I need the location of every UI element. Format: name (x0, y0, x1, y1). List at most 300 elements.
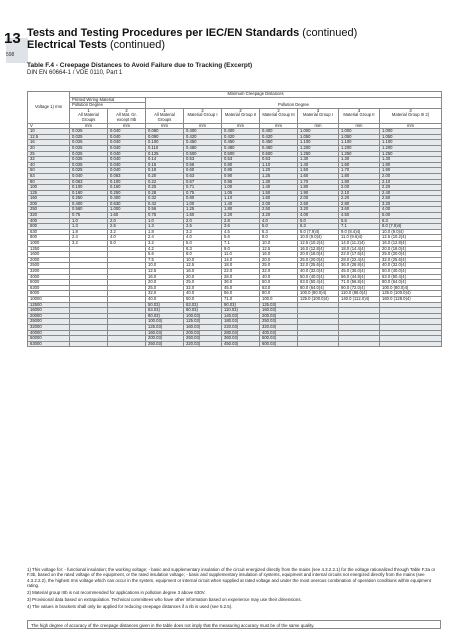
creepage-cell: 80.03) (184, 308, 222, 314)
voltage-cell: 1600 (28, 252, 70, 258)
creepage-cell: 2.20 (222, 213, 260, 219)
creepage-cell: 1.050 (339, 134, 380, 140)
creepage-cell: 1.0 (146, 218, 184, 224)
creepage-cell: 10.0 (184, 257, 222, 263)
creepage-cell: 4.2 (146, 246, 184, 252)
creepage-cell: 25.0 (146, 285, 184, 291)
creepage-cell: 1.100 (339, 140, 380, 146)
creepage-cell: 1.80 (298, 185, 339, 191)
voltage-cell: 320 (28, 213, 70, 219)
creepage-cell: 1.60 (184, 213, 222, 219)
creepage-cell: 1.90 (380, 168, 442, 174)
voltage-cell: 12500 (28, 302, 70, 308)
creepage-cell: 0.040 (108, 134, 146, 140)
column-pollution-number: 3 (409, 107, 412, 113)
creepage-cell: 3.2 (108, 229, 146, 235)
creepage-cell: 250.03) (184, 336, 222, 342)
creepage-cell: 4.50 (339, 213, 380, 219)
creepage-cell: 2.20 (380, 185, 442, 191)
creepage-cell: 2.5 (108, 224, 146, 230)
voltage-cell: 40000 (28, 330, 70, 336)
creepage-cell: 7.1 (222, 241, 260, 247)
creepage-cell: 0.080 (146, 129, 184, 135)
creepage-cell: 40.0 (184, 291, 222, 297)
creepage-cell: 40.0 (260, 274, 298, 280)
creepage-cell: 125.0 (100.0)4) (380, 291, 442, 297)
creepage-cell: 0.110 (146, 145, 184, 151)
unit-mm: mm (184, 123, 222, 129)
unit-mm: mm (339, 123, 380, 129)
creepage-cell: 20.0 (184, 274, 222, 280)
pollution-degree-header-1: Pollution Degree (70, 103, 146, 109)
creepage-cell: 0.040 (108, 129, 146, 135)
creepage-cell: 0.450 (222, 140, 260, 146)
creepage-cell: 160.03) (260, 308, 298, 314)
creepage-cell: 2.40 (380, 190, 442, 196)
creepage-cell: 0.040 (108, 168, 146, 174)
column-subheader-9 (380, 108, 442, 123)
creepage-cell: 0.063 (70, 179, 108, 185)
creepage-cell: 3.2 (146, 241, 184, 247)
creepage-cell: 1.70 (298, 179, 339, 185)
creepage-cell: 3.2 (70, 241, 108, 247)
creepage-cell: 100.03) (146, 319, 184, 325)
creepage-cell (298, 341, 339, 347)
table-title: Table F.4 - Creepage Distances to Avoid Failure due to Tracking (Excerpt) (27, 62, 253, 69)
creepage-cell: 8.0 (7.9)4) (298, 229, 339, 235)
creepage-cell: 0.400 (70, 201, 108, 207)
creepage-cell: 28.0 (22.4)4) (339, 257, 380, 263)
creepage-cell: 40.0 (146, 296, 184, 302)
creepage-cell: 0.32 (146, 196, 184, 202)
creepage-cell: 20.0 (16.0)4) (298, 252, 339, 258)
creepage-cell: 22.0 (17.6)4) (339, 252, 380, 258)
creepage-cell: 0.16 (146, 162, 184, 168)
creepage-cell: 32.0 (260, 269, 298, 275)
creepage-cell: 12.5 (184, 263, 222, 269)
creepage-cell: 1.00 (184, 201, 222, 207)
voltage-cell: 2000 (28, 257, 70, 263)
creepage-cell: 1.80 (222, 207, 260, 213)
column-subheader-5 (222, 108, 260, 123)
creepage-cell: 63.0 (260, 285, 298, 291)
creepage-cell: 1.25 (260, 173, 298, 179)
column-pollution-number: 2 (239, 107, 242, 113)
creepage-cell: 12.5 (146, 269, 184, 275)
creepage-cell: 50.0 (40.0)4) (380, 269, 442, 275)
column-material-group: Material Group III (262, 112, 295, 118)
creepage-cell: 2.0 (108, 218, 146, 224)
creepage-cell: 45.0 (222, 285, 260, 291)
creepage-cell: 6.3 (298, 224, 339, 230)
accuracy-note: The high degree of accuracy of the creepage distances given in the table does not imply that the measuring accuracy must be of the same quality. (27, 620, 441, 629)
creepage-cell: 10.0 (9.0)4) (298, 235, 339, 241)
voltage-cell: 6300 (28, 285, 70, 291)
creepage-cell: 2.10 (339, 190, 380, 196)
creepage-cell (108, 341, 146, 347)
creepage-cell: 2.8 (222, 218, 260, 224)
creepage-cell: 160.03) (184, 324, 222, 330)
column-subheader-2 (108, 108, 146, 123)
column-pollution-number: 2 (125, 107, 128, 113)
page-title (27, 27, 357, 51)
creepage-cell: 0.025 (70, 168, 108, 174)
column-material-group: All Mat. Gr. except IIIb (116, 112, 137, 122)
creepage-cell: 0.040 (70, 173, 108, 179)
creepage-cell: 100.0 (260, 296, 298, 302)
creepage-cell: 0.100 (70, 185, 108, 191)
voltage-cell: 630 (28, 229, 70, 235)
creepage-cell: 0.53 (184, 157, 222, 163)
creepage-cell: 14.0 (222, 257, 260, 263)
voltage-cell: 8000 (28, 291, 70, 297)
creepage-cell: 7.5 (146, 257, 184, 263)
creepage-cell: 0.160 (108, 185, 146, 191)
creepage-cell: 32.0 (25.6)4) (380, 257, 442, 263)
creepage-cell: 3.6 (222, 224, 260, 230)
footnote-4: 4) The values in brackets shall only be applied for reducing creepage distances if a rib is used (see 5.2.5). (27, 604, 233, 610)
creepage-cell: 0.025 (70, 157, 108, 163)
creepage-cell: 16.0 (12.8)4) (298, 246, 339, 252)
creepage-cell: 1.80 (339, 173, 380, 179)
creepage-cell: 40.0 (32.0)4) (380, 263, 442, 269)
creepage-cell: 0.22 (146, 179, 184, 185)
creepage-cell: 25.0 (260, 263, 298, 269)
creepage-cell: 4.00 (380, 207, 442, 213)
creepage-cell: 0.560 (70, 207, 108, 213)
creepage-cell: 80.0 (64.0)4) (298, 285, 339, 291)
voltage-cell: 80 (28, 179, 70, 185)
voltage-header: Voltage 1) rms (28, 92, 70, 124)
creepage-cell: 320.03) (260, 324, 298, 330)
creepage-cell: 0.090 (146, 134, 184, 140)
creepage-cell: 0.75 (146, 213, 184, 219)
footnote-1: 1) This voltage for: - functional insulation; the working voltage; - basic and supplementary insulation of the circuit energized directly from the mains (see 4.3.2.2.1) for the voltage rationalized through Table F.3a or F.3b, based on the rated voltage of the equipment, or the rated insulation voltage; - basic and supplementary insulation of systems, equipment and internal circuits not energized directly from the mains (see 4.3.2.2.2), the highest rms voltage which can occur in the system, equipment or internal circuit when supplied at rated voltage and under the most onerous combination of operation conditions within equipment rating. (27, 567, 436, 589)
title-sub: Electrical Tests (27, 39, 107, 51)
creepage-cell: 1.000 (108, 207, 146, 213)
creepage-cell: 0.56 (146, 207, 184, 213)
voltage-cell: 125 (28, 190, 70, 196)
creepage-cell: 16.0 (146, 274, 184, 280)
creepage-cell: 1.30 (260, 179, 298, 185)
creepage-cell: 4.0 (108, 235, 146, 241)
creepage-cell: 3.20 (298, 207, 339, 213)
creepage-cell: 360.03) (222, 336, 260, 342)
creepage-cell: 2.00 (298, 196, 339, 202)
creepage-cell: 0.53 (222, 157, 260, 163)
creepage-cell: 0.100 (108, 179, 146, 185)
creepage-cell: 0.500 (184, 151, 222, 157)
creepage-cell: 0.450 (184, 140, 222, 146)
printed-wiring-header: Printed Wiring Material (70, 97, 146, 103)
creepage-cell: 0.67 (184, 179, 222, 185)
creepage-cell: 0.025 (70, 151, 108, 157)
creepage-cell: 63.03) (184, 302, 222, 308)
creepage-cell: 11.0 (9.6)4) (339, 235, 380, 241)
voltage-cell: 50 (28, 168, 70, 174)
creepage-cell: 0.450 (260, 140, 298, 146)
column-pollution-number: 3 (357, 107, 361, 113)
creepage-cell: 56.0 (222, 291, 260, 297)
creepage-cell: 110.03) (222, 308, 260, 314)
creepage-cell: 5.0 (298, 218, 339, 224)
voltage-cell: 20 (28, 145, 70, 151)
creepage-cell: 71.0 (222, 296, 260, 302)
creepage-cell: 10.0 (146, 263, 184, 269)
table-row (28, 341, 442, 347)
column-subheader-6 (260, 108, 298, 123)
creepage-cell: 1.000 (339, 129, 380, 135)
creepage-cell: 1.050 (298, 134, 339, 140)
creepage-cell: 1.30 (298, 157, 339, 163)
creepage-cell: 11.0 (222, 252, 260, 258)
creepage-cell: 1.8 (70, 229, 108, 235)
creepage-cell: 1.90 (298, 190, 339, 196)
creepage-cell: 12.5 (10.2)4) (298, 241, 339, 247)
creepage-cell: 16.0 (260, 252, 298, 258)
voltage-cell: 16000 (28, 308, 70, 314)
creepage-cell: 1.05 (222, 190, 260, 196)
creepage-cell: 2.0 (184, 218, 222, 224)
creepage-cell: 63.0 (50.4)4) (380, 274, 442, 280)
creepage-cell: 32.0 (184, 285, 222, 291)
creepage-cell: 320.03) (184, 341, 222, 347)
creepage-cell: 3.20 (380, 201, 442, 207)
footnote-2: 2) Material group IIIb is not recommended for applications in pollution degree 3 above 630V. (27, 590, 206, 596)
voltage-cell: 4000 (28, 274, 70, 280)
column-material-group: Material Group II (343, 112, 375, 118)
creepage-cell: 0.400 (108, 196, 146, 202)
creepage-cell: 5.6 (146, 252, 184, 258)
creepage-cell: 0.063 (108, 173, 146, 179)
creepage-cell: 0.60 (184, 168, 222, 174)
creepage-cell: 0.025 (70, 145, 108, 151)
creepage-cell: 125.0 (100.0)4) (298, 296, 339, 302)
voltage-cell: 250 (28, 207, 70, 213)
creepage-cell: 4.0 (260, 218, 298, 224)
creepage-cell: 12.5 (260, 246, 298, 252)
creepage-cell: 140.0 (112.0)4) (339, 296, 380, 302)
creepage-cell: 9.0 (222, 246, 260, 252)
creepage-cell: 1.80 (380, 162, 442, 168)
creepage-cell: 28.0 (222, 274, 260, 280)
unit-mm: mm (70, 123, 108, 129)
creepage-cell: 16.0 (184, 269, 222, 275)
creepage-cell: 1.40 (298, 162, 339, 168)
creepage-cell: 1.50 (298, 168, 339, 174)
creepage-cell: 3.2 (184, 229, 222, 235)
creepage-cell: 0.95 (222, 179, 260, 185)
creepage-cell: 8.0 (184, 252, 222, 258)
creepage-cell: 1.60 (260, 196, 298, 202)
column-subheader-3 (146, 108, 184, 123)
creepage-cell: 5.6 (222, 235, 260, 241)
voltage-cell: 10 (28, 129, 70, 135)
creepage-cell: 1.200 (298, 145, 339, 151)
creepage-cell: 6.3 (380, 218, 442, 224)
creepage-cell: 500.03) (260, 336, 298, 342)
creepage-cell: 0.56 (184, 162, 222, 168)
creepage-cell: 1.70 (339, 168, 380, 174)
creepage-cell: 36.0 (28.8)4) (339, 263, 380, 269)
voltage-cell: 12.5 (28, 134, 70, 140)
creepage-cell: 1.3 (70, 224, 108, 230)
creepage-cell: 1.25 (184, 207, 222, 213)
creepage-cell: 0.20 (146, 173, 184, 179)
creepage-cell: 63.03) (146, 308, 184, 314)
creepage-cell: 2.50 (298, 201, 339, 207)
creepage-cell: 20.0 (146, 280, 184, 286)
title-sub-suffix: (continued) (106, 39, 165, 51)
creepage-cell: 0.18 (146, 168, 184, 174)
creepage-cell: 0.040 (108, 151, 146, 157)
column-material-group: Material Group I (187, 112, 218, 118)
creepage-cell: 0.630 (108, 201, 146, 207)
creepage-cell: 80.0 (64.0)4) (380, 280, 442, 286)
creepage-cell (380, 341, 442, 347)
column-material-group: All Material Groups (78, 112, 99, 122)
creepage-cell: 6.3 (260, 229, 298, 235)
creepage-cell: 80.03) (146, 313, 184, 319)
creepage-cell: 10.0 (9.0)4) (380, 229, 442, 235)
creepage-table (27, 91, 442, 347)
creepage-cell: 45.0 (36.0)4) (339, 269, 380, 275)
creepage-cell: 600.03) (260, 341, 298, 347)
creepage-cell: 5.00 (380, 213, 442, 219)
creepage-cell: 1.3 (146, 224, 184, 230)
pollution-degree-header-2: Pollution Degree (146, 97, 442, 108)
table-body-low (28, 129, 442, 230)
creepage-cell: 40.0 (32.0)4) (298, 269, 339, 275)
creepage-cell: 1.050 (380, 134, 442, 140)
creepage-cell: 200.03) (260, 313, 298, 319)
creepage-cell: 0.90 (222, 173, 260, 179)
creepage-cell: 25.0 (20.0)4) (298, 257, 339, 263)
creepage-cell: 63.0 (50.4)4) (298, 280, 339, 286)
creepage-cell: 8.0 (260, 235, 298, 241)
creepage-cell: 16.0 (12.8)4) (380, 241, 442, 247)
creepage-cell: 36.0 (222, 280, 260, 286)
creepage-cell: 125.03) (146, 324, 184, 330)
unit-mm: mm (146, 123, 184, 129)
creepage-cell: 1.60 (298, 173, 339, 179)
table-body-high (28, 229, 442, 302)
creepage-cell: 0.100 (146, 140, 184, 146)
creepage-cell: 12.5 (10.2)4) (380, 235, 442, 241)
unit-mm: mm (222, 123, 260, 129)
creepage-cell (70, 341, 108, 347)
column-material-group: All Material Groups (154, 112, 175, 122)
voltage-cell: 160 (28, 196, 70, 202)
creepage-cell: 25.0 (20.0)4) (380, 252, 442, 258)
creepage-cell: 2.5 (184, 224, 222, 230)
creepage-cell: 2.00 (339, 185, 380, 191)
creepage-cell: 32.0 (146, 291, 184, 297)
creepage-cell: 1.30 (380, 157, 442, 163)
creepage-cell: 160.0 (128.0)4) (380, 296, 442, 302)
voltage-cell: 1250 (28, 246, 70, 252)
voltage-cell: 40 (28, 162, 70, 168)
creepage-cell: 20.0 (260, 257, 298, 263)
voltage-cell: 500 (28, 224, 70, 230)
voltage-cell: 2500 (28, 263, 70, 269)
creepage-cell: 1.10 (222, 196, 260, 202)
voltage-cell: 63000 (28, 341, 70, 347)
creepage-cell: 450.03) (222, 341, 260, 347)
creepage-cell: 1.20 (260, 168, 298, 174)
creepage-cell: 0.63 (184, 173, 222, 179)
creepage-cell: 8.0 (7.9)4) (380, 224, 442, 230)
voltage-cell: 100 (28, 185, 70, 191)
creepage-cell: 0.14 (146, 157, 184, 163)
creepage-cell: 18.0 (222, 263, 260, 269)
voltage-cell: 50000 (28, 336, 70, 342)
creepage-cell: 20.0 (16.0)4) (380, 246, 442, 252)
creepage-cell: 22.0 (222, 269, 260, 275)
creepage-cell: 1.000 (298, 129, 339, 135)
creepage-cell: 200.03) (146, 336, 184, 342)
creepage-cell: 250.03) (260, 319, 298, 325)
creepage-cell: 0.500 (260, 151, 298, 157)
creepage-cell: 2.4 (146, 235, 184, 241)
creepage-cell: 3.60 (339, 207, 380, 213)
footnote-3: 3) Provisional data based on extrapolation. Technical committees who have other information based on experience may use their dimensions. (27, 597, 302, 603)
creepage-cell: 6.3 (184, 246, 222, 252)
creepage-cell: 1.50 (260, 190, 298, 196)
creepage-cell: 1.000 (380, 129, 442, 135)
creepage-cell: 180.03) (222, 319, 260, 325)
creepage-cell: 5.0 (184, 241, 222, 247)
creepage-cell: 0.80 (184, 196, 222, 202)
creepage-cell: 100.0 (80.0)4) (298, 291, 339, 297)
creepage-cell: 0.28 (146, 190, 184, 196)
column-subheader-8 (339, 108, 380, 123)
creepage-cell: 0.80 (222, 162, 260, 168)
column-subheader-7 (298, 108, 339, 123)
min-creepage-header: Minimum Creepage Distances (70, 92, 442, 98)
creepage-cell: 71.0 (56.8)4) (339, 280, 380, 286)
creepage-cell: 250.03) (146, 341, 184, 347)
creepage-cell: 5.6 (339, 218, 380, 224)
creepage-cell: 0.480 (222, 145, 260, 151)
creepage-cell: 0.250 (70, 196, 108, 202)
creepage-cell: 0.25 (146, 185, 184, 191)
creepage-cell: 0.400 (184, 129, 222, 135)
creepage-cell: 0.025 (70, 129, 108, 135)
creepage-cell: 4.00 (298, 213, 339, 219)
creepage-cell: 0.420 (260, 134, 298, 140)
voltage-cell: 63 (28, 173, 70, 179)
creepage-cell: 7.1 (339, 224, 380, 230)
table-header (28, 92, 442, 129)
unit-volt: V (28, 123, 70, 129)
voltage-cell: 32 (28, 157, 70, 163)
creepage-cell: 0.025 (70, 162, 108, 168)
creepage-cell: 1.60 (108, 213, 146, 219)
creepage-cell: 0.125 (146, 151, 184, 157)
voltage-cell: 1000 (28, 241, 70, 247)
creepage-cell: 3.20 (260, 213, 298, 219)
column-material-group: Material Group II (224, 112, 257, 118)
creepage-cell: 14.0 (11.2)4) (339, 241, 380, 247)
creepage-table-wrapper (27, 91, 441, 347)
creepage-cell (339, 341, 380, 347)
creepage-cell: 1.60 (339, 162, 380, 168)
creepage-cell: 1.90 (339, 179, 380, 185)
creepage-cell: 0.71 (184, 185, 222, 191)
column-subheader-1 (70, 108, 108, 123)
creepage-cell: 10.0 (260, 241, 298, 247)
